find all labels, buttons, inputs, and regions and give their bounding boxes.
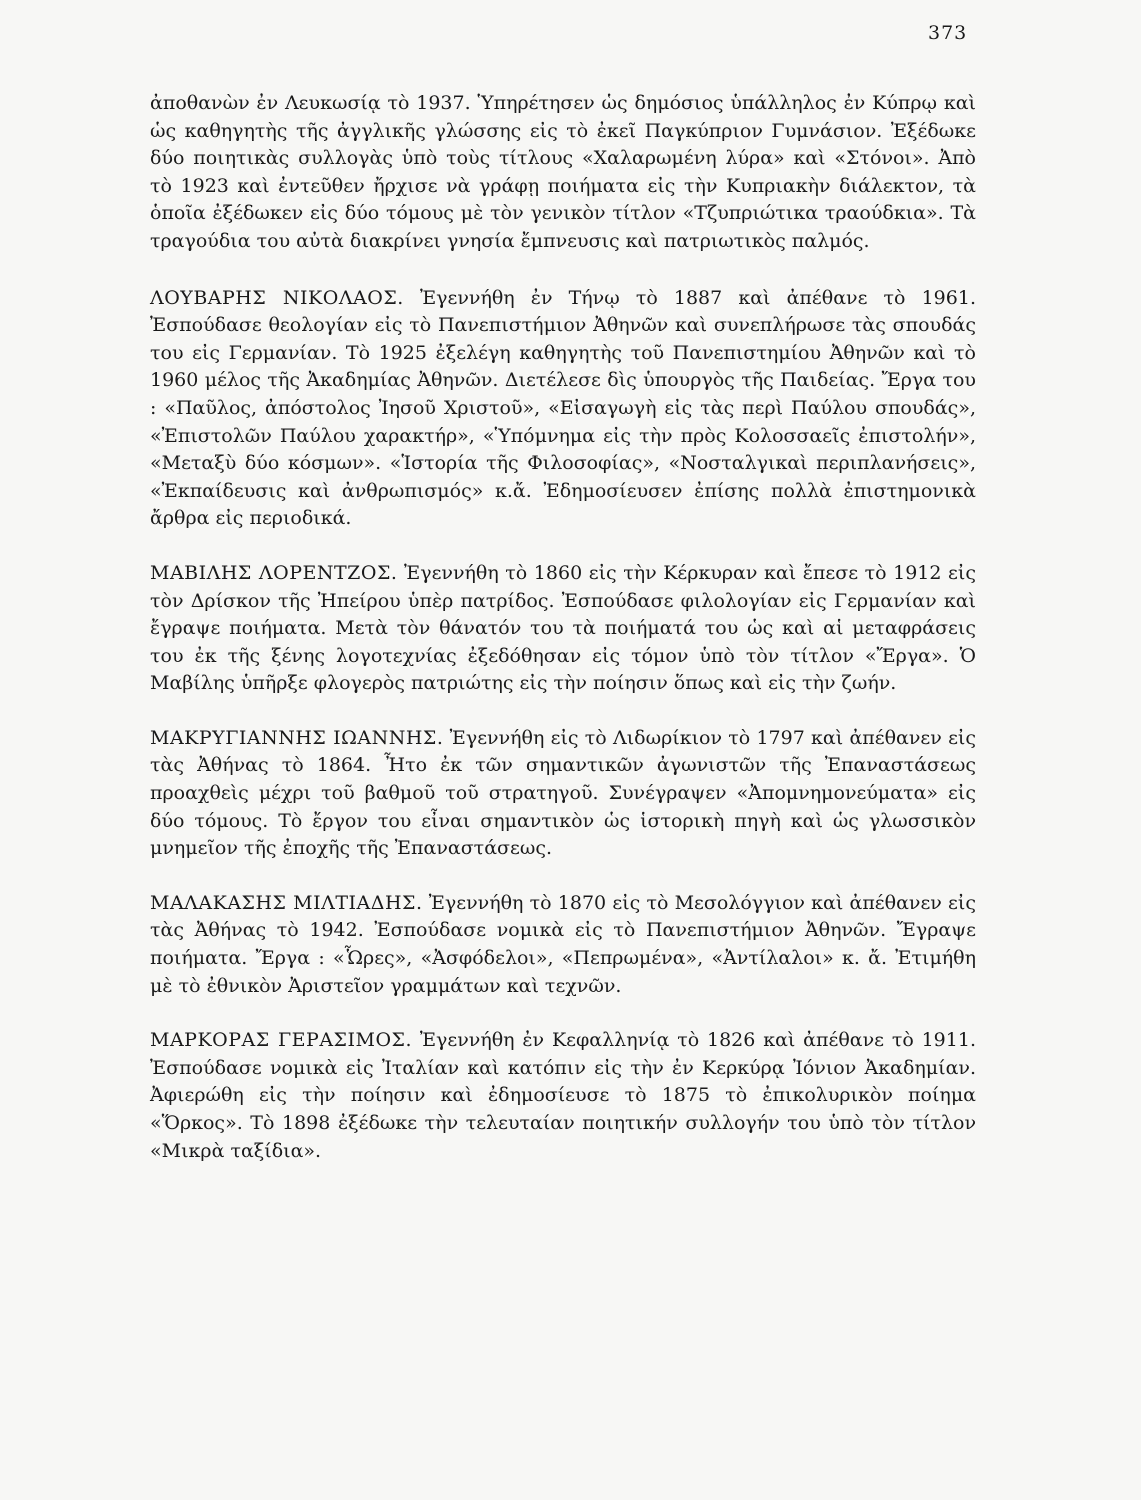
entry-name: ΜΑΒΙΛΗΣ ΛΟΡΕΝΤΖΟΣ. xyxy=(150,561,398,584)
entry-name: ΜΑΡΚΟΡΑΣ ΓΕΡΑΣΙΜΟΣ. xyxy=(150,1029,412,1052)
entry-name: ΜΑΚΡΥΓΙΑΝΝΗΣ ΙΩΑΝΝΗΣ. xyxy=(150,726,444,749)
entry-name: ΛΟΥΒΑΡΗΣ ΝΙΚΟΛΑΟΣ. xyxy=(150,286,404,309)
biography-entry xyxy=(150,560,976,698)
entry-text: Ἐγεννήθη τὸ 1860 εἰς τὴν Κέρκυραν καὶ ἔπεσε τὸ 1912 εἰς τὸν Δρίσκον τῆς Ἠπείρου ὑπὲρ πατρίδος. Ἐσπούδασε φιλολογίαν εἰς Γερμανίαν καὶ ἔγραψε ποιήματα. Μετὰ τὸν θάνατόν του τὰ ποιήματά του ὡς καὶ αἱ μεταφράσεις του ἐκ τῆς ξένης λογοτεχνίας ἐξεδόθησαν εἰς τόμον ὑπὸ τὸν τίτλον «Ἔργα». Ὁ Μαβίλης ὑπῆρξε φλογερὸς πατριώτης εἰς τὴν ποίησιν ὅπως καὶ εἰς τὴν ζωήν. xyxy=(150,561,976,695)
entry-text: Ἐγεννήθη ἐν Κεφαλληνίᾳ τὸ 1826 καὶ ἀπέθανε τὸ 1911. Ἐσπούδασε νομικὰ εἰς Ἰταλίαν καὶ κατόπιν εἰς τὴν ἐν Κερκύρᾳ Ἰόνιον Ἀκαδημίαν. Ἀφιερώθη εἰς τὴν ποίησιν καὶ ἐδημοσίευσε τὸ 1875 τὸ ἐπικολυρικὸν ποίημα «Ὅρκος». Τὸ 1898 ἐξέδωκε τὴν τελευταίαν ποιητικήν συλλογήν του ὑπὸ τὸν τίτλον «Μικρὰ ταξίδια». xyxy=(150,1029,976,1162)
entry-name: ΜΑΛΑΚΑΣΗΣ ΜΙΛΤΙΑΔΗΣ. xyxy=(150,891,423,914)
entry-text: Ἐγεννήθη τὸ 1870 εἰς τὸ Μεσολόγγιον καὶ ἀπέθανεν εἰς τὰς Ἀθήνας τὸ 1942. Ἐσπούδασε νομικὰ εἰς τὸ Πανεπιστήμιον Ἀθηνῶν. Ἔγραψε ποιήματα. Ἔργα : «Ὧρες», «Ἀσφόδελοι», «Πεπρωμένα», «Ἀντίλαλοι» κ. ἄ. Ἐτιμήθη μὲ τὸ ἐθνικὸν Ἀριστεῖον γραμμάτων καὶ τεχνῶν. xyxy=(150,891,976,997)
biography-entry xyxy=(150,725,976,863)
entry-text: Ἐγεννήθη ἐν Τήνῳ τὸ 1887 καὶ ἀπέθανε τὸ 1961. Ἐσπούδασε θεολογίαν εἰς τὸ Πανεπιστήμιον Ἀθηνῶν καὶ συνεπλήρωσε τὰς σπουδάς του εἰς Γερμανίαν. Τὸ 1925 ἐξελέγη καθηγητὴς τοῦ Πανεπιστημίου Ἀθηνῶν καὶ τὸ 1960 μέλος τῆς Ἀκαδημίας Ἀθηνῶν. Διετέλεσε δὶς ὑπουργὸς τῆς Παιδείας. Ἔργα του : «Παῦλος, ἀπόστολος Ἰησοῦ Χριστοῦ», «Εἰσαγωγὴ εἰς τὰς περὶ Παύλου σπουδάς», «Ἐπιστολῶν Παύλου χαρακτήρ», «Ὑπόμνημα εἰς τὴν πρὸς Κολοσσαεῖς ἐπιστολήν», «Μεταξὺ δύο κόσμων». «Ἱστορία τῆς Φιλοσοφίας», «Νοσταλγικαὶ περιπλανήσεις», «Ἐκπαίδευσις καὶ ἀνθρωπισμός» κ.ἄ. Ἐδημοσίευσεν ἐπίσης πολλὰ ἐπιστημονικὰ ἄρθρα εἰς περιοδικά. xyxy=(150,286,976,530)
entry-text: Ἐγεννήθη εἰς τὸ Λιδωρίκιον τὸ 1797 καὶ ἀπέθανεν εἰς τὰς Ἀθήνας τὸ 1864. Ἦτο ἐκ τῶν σημαντικῶν ἀγωνιστῶν τῆς Ἐπαναστάσεως προαχθεὶς μέχρι τοῦ βαθμοῦ τοῦ στρατηγοῦ. Συνέγραψεν «Ἀπομνημονεύματα» εἰς δύο τόμους. Τὸ ἔργον του εἶναι σημαντικὸν ὡς ἱστορικὴ πηγὴ καὶ ὡς γλωσσικὸν μνημεῖον τῆς ἐποχῆς τῆς Ἐπαναστάσεως. xyxy=(150,726,977,860)
biography-entry xyxy=(150,285,976,533)
intro-paragraph: ἀποθανὼν ἐν Λευκωσίᾳ τὸ 1937. Ὑπηρέτησεν ὡς δημόσιος ὑπάλληλος ἐν Κύπρῳ καὶ ὡς καθηγητὴς τῆς ἀγγλικῆς γλώσσης εἰς τὸ ἐκεῖ Παγκύπριον Γυμνάσιον. Ἐξέδωκε δύο ποιητικὰς συλλογὰς ὑπὸ τοὺς τίτλους «Χαλαρωμένη λύρα» καὶ «Στόνοι». Ἀπὸ τὸ 1923 καὶ ἐντεῦθεν ἤρχισε νὰ γράφῃ ποιήματα εἰς τὴν Κυπριακὴν διάλεκτον, τὰ ὁποῖα ἐξέδωκεν εἰς δύο τόμους μὲ τὸν γενικὸν τίτλον «Τζυπριώτικα τραούδκια». Τὰ τραγούδια του αὐτὰ διακρίνει γνησία ἔμπνευσις καὶ πατριωτικὸς παλμός. xyxy=(150,92,976,252)
page-number: 373 xyxy=(928,22,968,44)
page-body xyxy=(150,90,976,1192)
biography-entry xyxy=(150,1027,976,1165)
biography-entry xyxy=(150,890,976,1000)
